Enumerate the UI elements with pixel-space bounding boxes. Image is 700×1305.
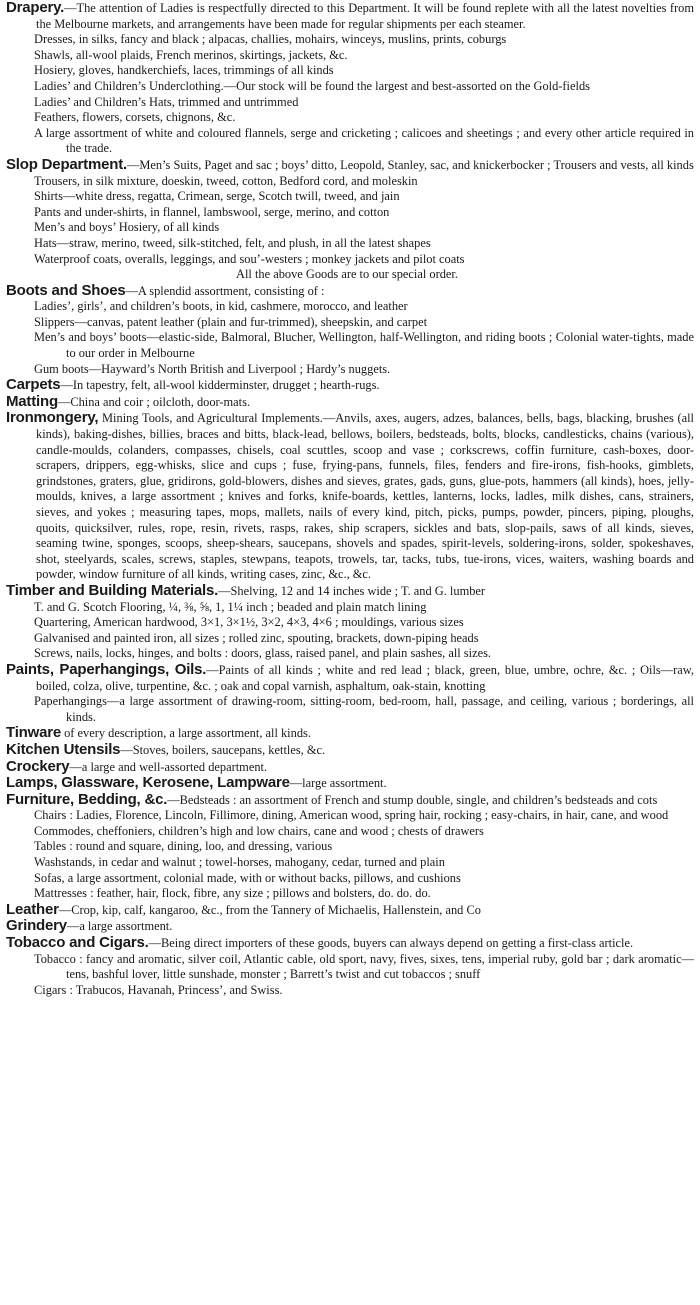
- list-item: Galvanised and painted iron, all sizes ; rolled zinc, spouting, brackets, down-piping heads: [34, 630, 479, 645]
- section-heading: Slop Department.: [6, 155, 127, 173]
- section-paints-paperhangings-oils: [0, 662, 700, 725]
- list-item: Cigars : Trabucos, Havanah, Princess’, and Swiss.: [34, 982, 283, 997]
- list-item: Shawls, all-wool plaids, French merinos, skirtings, jackets, &c.: [34, 47, 348, 62]
- section-intro: [0, 394, 700, 411]
- section-intro: [0, 725, 700, 742]
- list-item: Chairs : Ladies, Florence, Lincoln, Fillimore, dining, American wood, spring hair, rocking ; easy-chairs, in hair, cane, and wood: [34, 808, 669, 823]
- list-item: Gum boots—Hayward’s North British and Liverpool ; Hardy’s nuggets.: [34, 361, 391, 376]
- list-item: Pants and under-shirts, in flannel, lambswool, serge, merino, and cotton: [34, 204, 390, 219]
- list-item: Tobacco : fancy and aromatic, silver coil, Atlantic cable, old sport, navy, fives, sixes, tens, imperial ruby, gold bar ; dark aromatic—tens, bashful lover, little sunshade, monster ; Barrett’s twist and cut tobaccos ; snuff: [34, 951, 694, 982]
- section-text: —A splendid assortment, consisting of :: [125, 283, 325, 298]
- section-heading: Paints, Paperhangings, Oils.: [6, 660, 207, 678]
- section-carpets: [0, 377, 700, 394]
- section-lamps: [0, 775, 700, 792]
- section-intro: [0, 742, 700, 759]
- list-item: Trousers, in silk mixture, doeskin, tweed, cotton, Bedford cord, and moleskin: [34, 173, 418, 188]
- section-ironmongery: [0, 410, 700, 583]
- section-text: —The attention of Ladies is respectfully directed to this Department. It will be found replete with all the latest novelties from the Melbourne markets, and arrangements have been made for regular shipments per each steamer.: [36, 1, 694, 31]
- section-text: —large assortment.: [289, 776, 387, 791]
- section-tobacco-and-cigars: [0, 935, 700, 998]
- section-text: of every description, a large assortment, all kinds.: [61, 726, 311, 741]
- section-leather: [0, 902, 700, 919]
- section-intro: [0, 775, 700, 792]
- list-item: Hosiery, gloves, handkerchiefs, laces, trimmings of all kinds: [34, 63, 334, 78]
- section-text: —Paints of all kinds ; white and red lead ; black, green, blue, umbre, ochre, &c. ; Oils—raw, boiled, colza, olive, turpentine, &c. ; oak and copal varnish, asphaltum, oak-stain, knotting: [36, 662, 694, 693]
- section-crockery: [0, 759, 700, 776]
- section-intro: [0, 410, 700, 583]
- section-furniture-bedding: [0, 792, 700, 902]
- section-intro: [0, 283, 700, 300]
- section-text: —China and coir ; oilcloth, door-mats.: [57, 394, 251, 409]
- section-matting: [0, 394, 700, 411]
- section-grindery: [0, 918, 700, 935]
- section-heading: Leather: [6, 900, 59, 918]
- section-text: —In tapestry, felt, all-wool kidderminster, drugget ; hearth-rugs.: [60, 378, 380, 393]
- section-intro: [0, 902, 700, 919]
- section-heading: Ironmongery,: [6, 409, 99, 427]
- section-intro: [0, 377, 700, 394]
- list-item: Quartering, American hardwood, 3×1, 3×1½, 3×2, 4×3, 4×6 ; mouldings, various sizes: [34, 615, 464, 630]
- section-heading: Drapery.: [6, 0, 65, 16]
- section-heading: Grindery: [6, 917, 67, 935]
- list-item: Men’s and boys’ Hosiery, of all kinds: [34, 220, 220, 235]
- section-heading: Timber and Building Materials.: [6, 581, 219, 599]
- section-text: —Stoves, boilers, saucepans, kettles, &c.: [120, 742, 326, 757]
- section-drapery: [0, 0, 700, 157]
- list-item: Mattresses : feather, hair, flock, fibre, any size ; pillows and bolsters, do. do. do.: [34, 886, 431, 901]
- section-heading: Tobacco and Cigars.: [6, 934, 149, 952]
- section-heading: Kitchen Utensils: [6, 740, 121, 758]
- section-heading: Carpets: [6, 376, 61, 394]
- section-slop-department: [0, 157, 700, 283]
- list-item: Dresses, in silks, fancy and black ; alpacas, challies, mohairs, winceys, muslins, prints, coburgs: [34, 32, 507, 47]
- list-item: Ladies’, girls’, and children’s boots, in kid, cashmere, morocco, and leather: [34, 299, 408, 314]
- list-item: Men’s and boys’ boots—elastic-side, Balmoral, Blucher, Wellington, half-Wellington, and riding boots ; Colonial water-tights, made to our order in Melbourne: [34, 330, 694, 361]
- section-text: —Men’s Suits, Paget and sac ; boys’ ditto, Leopold, Stanley, sac, and knickerbocker ; Trousers and vests, all kinds: [126, 157, 694, 172]
- section-note: All the above Goods are to our special order.: [236, 267, 458, 282]
- section-tinware: [0, 725, 700, 742]
- section-text: —Bedsteads : an assortment of French and stump double, single, and children’s bedsteads and cots: [167, 792, 658, 807]
- section-heading: Lamps, Glassware, Kerosene, Lampware: [6, 774, 290, 792]
- section-timber-and-building-materials: [0, 583, 700, 662]
- list-item: Washstands, in cedar and walnut ; towel-horses, mahogany, cedar, turned and plain: [34, 855, 445, 870]
- section-intro: [0, 918, 700, 935]
- list-item: Commodes, cheffoniers, children’s high and low chairs, cane and wood ; chests of drawers: [34, 823, 484, 838]
- list-item: Shirts—white dress, regatta, Crimean, serge, Scotch twill, tweed, and jain: [34, 189, 400, 204]
- list-item: T. and G. Scotch Flooring, ¼, ⅜, ⅝, 1, 1¼ inch ; beaded and plain match lining: [34, 599, 427, 614]
- section-intro: [0, 583, 700, 600]
- section-heading: Tinware: [6, 724, 62, 742]
- section-heading: Furniture, Bedding, &c.: [6, 790, 168, 808]
- list-item: Ladies’ and Children’s Hats, trimmed and untrimmed: [34, 94, 299, 109]
- list-item: Feathers, flowers, corsets, chignons, &c.: [34, 110, 236, 125]
- list-item: Waterproof coats, overalls, leggings, and sou’-westers ; monkey jackets and pilot coats: [34, 251, 465, 266]
- section-intro: [0, 0, 700, 32]
- section-boots-and-shoes: [0, 283, 700, 378]
- section-text: Mining Tools, and Agricultural Implements.—Anvils, axes, augers, adzes, balances, bells, bags, blacking, brushes (all kinds), baking-dishes, billies, braces and bitts, black-lead, bellows, boilers, bedsteads, bolts, blocks, candlesticks, chains (various), candle-moulds, colanders, compasses, chisels, coal scuttles, scoop and vase ; corkscrews, coffin furniture, cash-boxes, door-scrapers, drippers, egg-whisks, slice and cups ; fuse, frying-pans, funnels, files, fenders and fire-irons, fish-hooks, gimblets, grindstones, graters, glue, gridirons, gold-blowers, dishes and sieves, grates, gads, guns, glue-pots, hammers (all kinds), hoes, jelly-moulds, knives, a large assortment ; knives and forks, knife-boards, kettles, lanterns, locks, ladles, milk dishes, cans, strainers, sieves, and yokes ; measuring tapes, mops, mallets, nails of every kind, pitch, picks, pumps, powder, pincers, piping, ploughs, quoits, quicksilver, rules, rope, resin, rivets, rasps, rakes, ship scrapers, sickles and bats, slop-pails, saws of all kinds, sieves, seaming twine, sponges, scoops, sheep-shears, saucepans, shovels and spades, spirit-levels, soldering-irons, solder, spokeshaves, shot, steelyards, scales, screws, staples, stewpans, teapots, trowels, tar, tacks, tubs, tue-irons, vices, waiters, washing boards and powder, window furniture of all kinds, writing cases, zinc, &c., &c.: [36, 411, 694, 582]
- section-intro: [0, 157, 700, 174]
- section-text: —a large and well-assorted department.: [69, 759, 268, 774]
- list-item: Tables : round and square, dining, loo, and dressing, various: [34, 839, 333, 854]
- section-kitchen-utensils: [0, 742, 700, 759]
- section-heading: Matting: [6, 392, 58, 410]
- section-heading: Crockery: [6, 757, 70, 775]
- section-intro: [0, 759, 700, 776]
- list-item: Slippers—canvas, patent leather (plain and fur-trimmed), sheepskin, and carpet: [34, 314, 428, 329]
- section-text: —Shelving, 12 and 14 inches wide ; T. and G. lumber: [218, 583, 486, 598]
- list-item: Paperhangings—a large assortment of drawing-room, sitting-room, bed-room, hall, passage, and ceiling, various ; borderings, all kinds.: [34, 694, 694, 724]
- section-intro: [0, 662, 700, 694]
- list-item: Sofas, a large assortment, colonial made, with or without backs, pillows, and cushions: [34, 870, 461, 885]
- section-text: —Crop, kip, calf, kangaroo, &c., from the Tannery of Michaelis, Hallenstein, and Co: [58, 902, 481, 917]
- list-item: Screws, nails, locks, hinges, and bolts : doors, glass, raised panel, and plain sashes, all sizes.: [34, 646, 491, 661]
- section-text: —Being direct importers of these goods, buyers can always depend on getting a first-class article.: [148, 936, 634, 951]
- list-item: Ladies’ and Children’s Underclothing.—Our stock will be found the largest and best-assorted on the Gold-fields: [34, 78, 590, 93]
- section-intro: [0, 935, 700, 952]
- section-intro: [0, 792, 700, 809]
- section-text: —a large assortment.: [66, 919, 173, 934]
- section-heading: Boots and Shoes: [6, 281, 126, 299]
- list-item: Hats—straw, merino, tweed, silk-stitched, felt, and plush, in all the latest shapes: [34, 235, 431, 250]
- list-item: A large assortment of white and coloured flannels, serge and cricketing ; calicoes and sheetings ; and every other article required in the trade.: [34, 125, 694, 156]
